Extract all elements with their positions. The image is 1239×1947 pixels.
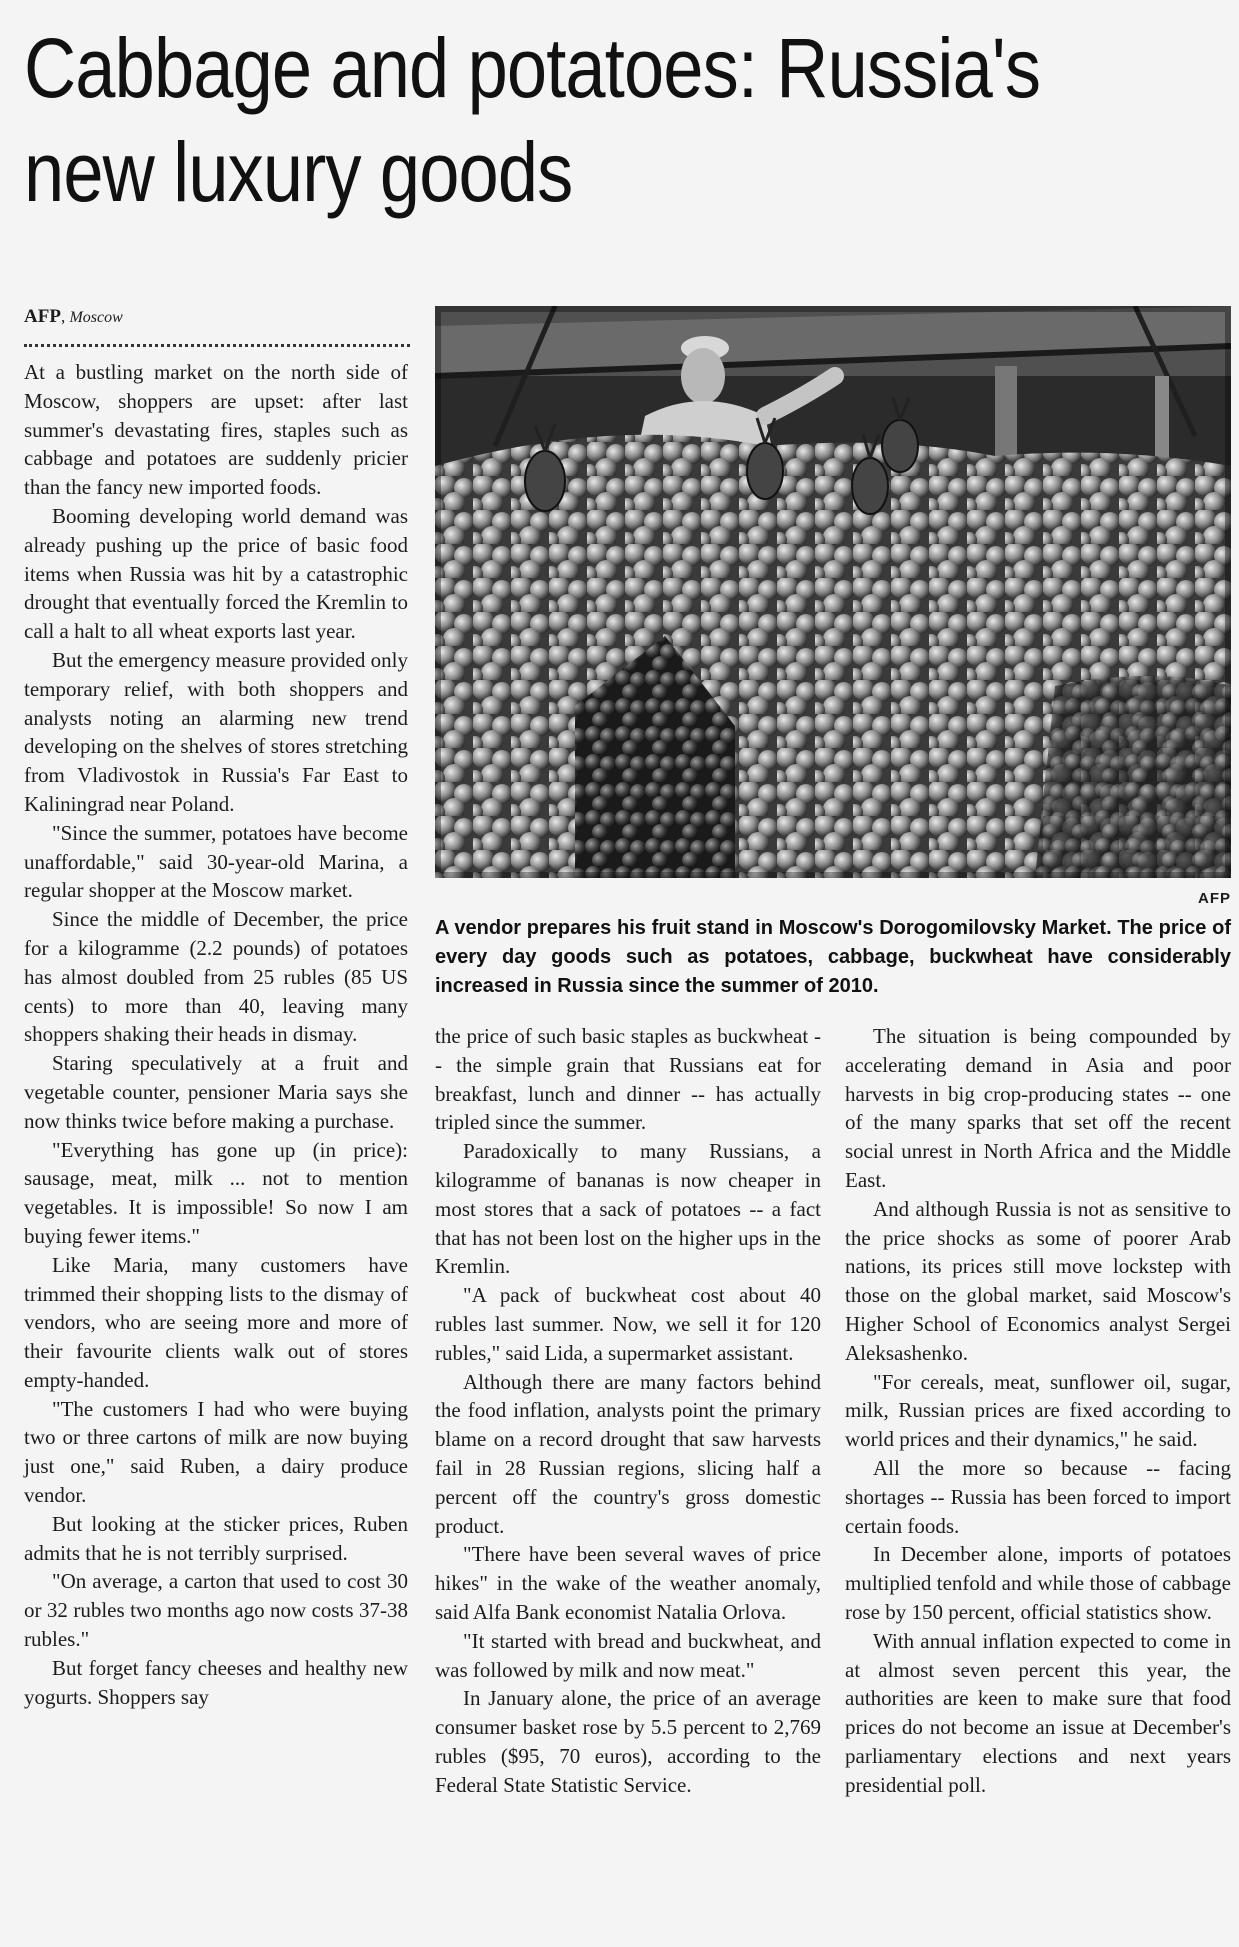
- paragraph: With annual inflation expected to come in at almost seven percent this year, the authorities are keen to make sure that food prices do not become an issue at December's parliamentary elections and next years presidential poll.: [845, 1628, 1231, 1797]
- paragraph: But looking at the sticker prices, Ruben admits that he is not terribly surprised.: [24, 1511, 408, 1565]
- paragraph: In January alone, the price of an average consumer basket rose by 5.5 percent to 2,769 rubles ($95, 70 euros), according to the Federal State Statistic Service.: [435, 1686, 821, 1797]
- dotted-rule: [24, 344, 410, 347]
- photo-caption: A vendor prepares his fruit stand in Moscow's Dorogomilovsky Market. The price of every day goods such as potatoes, cabbage, buckwheat have considerably increased in Russia since the summer of 2010.: [435, 917, 1231, 997]
- paragraph: "It started with bread and buckwheat, and was followed by milk and now meat.": [435, 1628, 821, 1682]
- byline-separator: ,: [60, 307, 66, 326]
- paragraph: "There have been several waves of price hikes" in the wake of the weather anomaly, said Alfa Bank economist Natalia Orlova.: [435, 1542, 821, 1624]
- paragraph: But forget fancy cheeses and healthy new yogurts. Shoppers say: [24, 1655, 408, 1709]
- paragraph: But the emergency measure provided only temporary relief, with both shoppers and analysts noting an alarming new trend developing on the shelves of stores stretching from Vladivostok in Russia's Far East to Kaliningrad near Poland.: [24, 647, 408, 816]
- paragraph: Paradoxically to many Russians, a kilogramme of bananas is now cheaper in most stores that a sack of potatoes -- a fact that has not been lost on the higher ups in the Kremlin.: [435, 1139, 821, 1279]
- paragraph: The situation is being compounded by accelerating demand in Asia and poor harvests in big crop-producing states -- one of the many sparks that set off the recent social unrest in North Africa and the Middle East.: [845, 1024, 1231, 1192]
- byline: [24, 306, 414, 328]
- paragraph: "A pack of buckwheat cost about 40 rubles last summer. Now, we sell it for 120 rubles," said Lida, a supermarket assistant.: [435, 1283, 821, 1365]
- paragraph: In December alone, imports of potatoes multiplied tenfold and while those of cabbage rose by 150 percent, official statistics show.: [845, 1542, 1231, 1624]
- paragraph: Like Maria, many customers have trimmed their shopping lists to the dismay of vendors, who are seeing more and more of their favourite clients walk out of stores empty-handed.: [24, 1252, 408, 1392]
- market-photo: [435, 306, 1231, 878]
- article-column-3: [845, 1022, 1231, 1942]
- article-column-1: [24, 358, 408, 1938]
- paragraph: "Since the summer, potatoes have become unaffordable," said 30-year-old Marina, a regular shopper at the Moscow market.: [24, 820, 408, 903]
- paragraph: "For cereals, meat, sunflower oil, sugar, milk, Russian prices are fixed according to world prices and their dynamics," he said.: [845, 1369, 1231, 1452]
- paragraph: the price of such basic staples as buckwheat -- the simple grain that Russians eat for breakfast, lunch and dinner -- has actually tripled since the summer.: [435, 1024, 821, 1135]
- article-column-2: [435, 1022, 821, 1942]
- fruit-stand-illustration: [435, 306, 1231, 878]
- paragraph: At a bustling market on the north side of Moscow, shoppers are upset: after last summer's devastating fires, staples such as cabbage and potatoes are suddenly pricier than the fancy new imported foods.: [24, 360, 408, 500]
- paragraph: "On average, a carton that used to cost 30 or 32 rubles two months ago now costs 37-38 rubles.": [24, 1569, 408, 1652]
- paragraph: And although Russia is not as sensitive to the price shocks as some of poorer Arab nations, its prices still move lockstep with those on the global market, said Moscow's Higher School of Economics analyst Sergei Aleksashenko.: [845, 1196, 1231, 1365]
- paragraph: "The customers I had who were buying two or three cartons of milk are now buying just one," said Ruben, a dairy produce vendor.: [24, 1396, 408, 1508]
- paragraph: Staring speculatively at a fruit and vegetable counter, pensioner Maria says she now thinks twice before making a purchase.: [24, 1051, 408, 1133]
- paragraph: Although there are many factors behind the food inflation, analysts point the primary blame on a record drought that saw harvests fail in 28 Russian regions, slicing half a percent off the country's gross domestic product.: [435, 1369, 821, 1538]
- photo-credit: AFP: [1198, 890, 1231, 907]
- headline: Cabbage and potatoes: Russia's new luxury goods: [24, 21, 1041, 219]
- paragraph: Since the middle of December, the price for a kilogramme (2.2 pounds) of potatoes has almost doubled from 25 rubles (85 US cents) to more than 40, leaving many shoppers shaking their heads in dismay.: [24, 907, 408, 1047]
- byline-agency: AFP: [24, 306, 61, 327]
- paragraph: All the more so because -- facing shortages -- Russia has been forced to import certain foods.: [845, 1455, 1231, 1538]
- paragraph: Booming developing world demand was already pushing up the price of basic food items when Russia was hit by a catastrophic drought that eventually forced the Kremlin to call a halt to all wheat exports last year.: [24, 503, 408, 644]
- byline-city: Moscow: [69, 309, 123, 326]
- paragraph: "Everything has gone up (in price): sausage, meat, milk ... not to mention vegetables. It is impossible! So now I am buying fewer items.": [24, 1137, 408, 1248]
